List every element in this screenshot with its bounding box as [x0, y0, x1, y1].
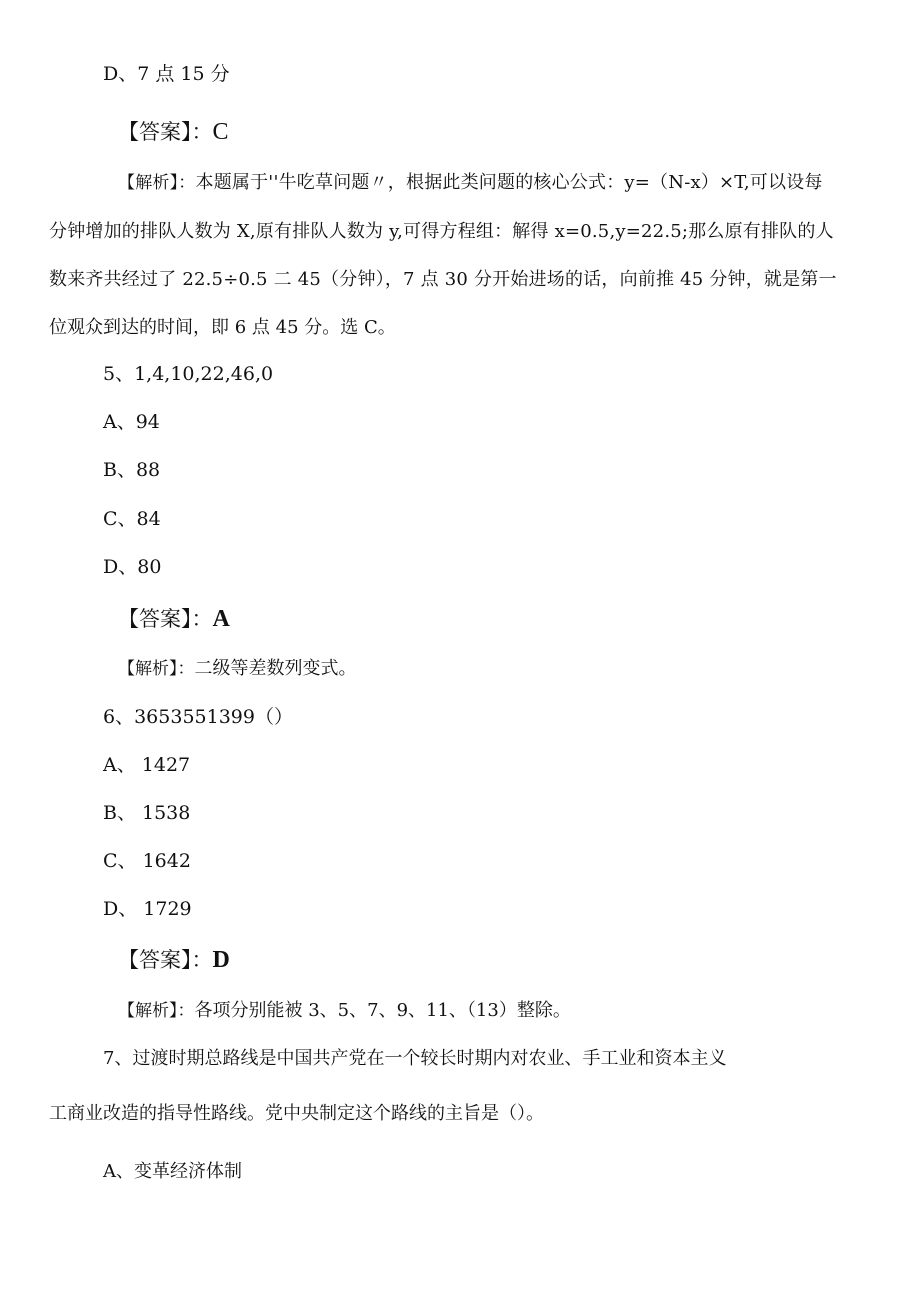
analysis-text: 二级等差数列变式。: [194, 658, 357, 679]
q6-option-c: C、 1642: [103, 850, 191, 872]
q7-stem-line-2: 工商业改造的指导性路线。党中央制定这个路线的主旨是（）。: [49, 1103, 544, 1124]
q5-answer: [118, 605, 230, 633]
q4-analysis-line-4: 位观众到达的时间，即 6 点 45 分。选 C。: [49, 317, 396, 338]
answer-label: 【答案】：: [118, 607, 213, 631]
answer-value: C: [212, 119, 229, 145]
q6-stem: 6、3653551399（）: [103, 706, 293, 728]
q4-answer: [118, 118, 229, 146]
answer-label: 【答案】：: [118, 120, 213, 144]
q5-analysis: [118, 657, 357, 681]
analysis-text: 各项分别能被 3、5、7、9、11、（13）整除。: [194, 1000, 571, 1021]
q4-analysis-line-2: 分钟增加的排队人数为 X,原有排队人数为 y,可得方程组：解得 x=0.5,y=22.5;那么原有排队的人: [49, 221, 834, 242]
q4-option-d: D、7 点 15 分: [103, 63, 230, 85]
q7-stem-line-1: 7、过渡时期总路线是中国共产党在一个较长时期内对农业、手工业和资本主义: [103, 1048, 727, 1069]
analysis-text: 本题属于''牛吃草问题〃，根据此类问题的核心公式：y=（N-x）×T,可以设每: [195, 172, 823, 193]
q5-option-c: C、84: [103, 508, 161, 530]
answer-value: A: [212, 606, 230, 632]
q5-option-d: D、80: [103, 556, 162, 578]
analysis-label: 【解析】：: [118, 659, 195, 679]
q6-option-b: B、 1538: [103, 802, 191, 824]
answer-value: D: [212, 947, 230, 973]
q4-analysis-line-1: [118, 171, 823, 195]
q6-option-d: D、 1729: [103, 898, 192, 920]
q6-answer: [118, 946, 230, 974]
q5-stem: 5、1,4,10,22,46,0: [103, 363, 274, 385]
q6-analysis: [118, 999, 571, 1023]
q7-option-a: A、变革经济体制: [103, 1161, 242, 1182]
q5-option-b: B、88: [103, 459, 161, 481]
analysis-label: 【解析】：: [118, 1001, 195, 1021]
q4-analysis-line-3: 数来齐共经过了 22.5÷0.5 二 45（分钟），7 点 30 分开始进场的话，向前推 45 分钟，就是第一: [49, 269, 837, 290]
q5-option-a: A、94: [103, 411, 160, 433]
q6-option-a: A、 1427: [103, 754, 191, 776]
analysis-label: 【解析】：: [118, 173, 196, 193]
answer-label: 【答案】：: [118, 948, 213, 972]
